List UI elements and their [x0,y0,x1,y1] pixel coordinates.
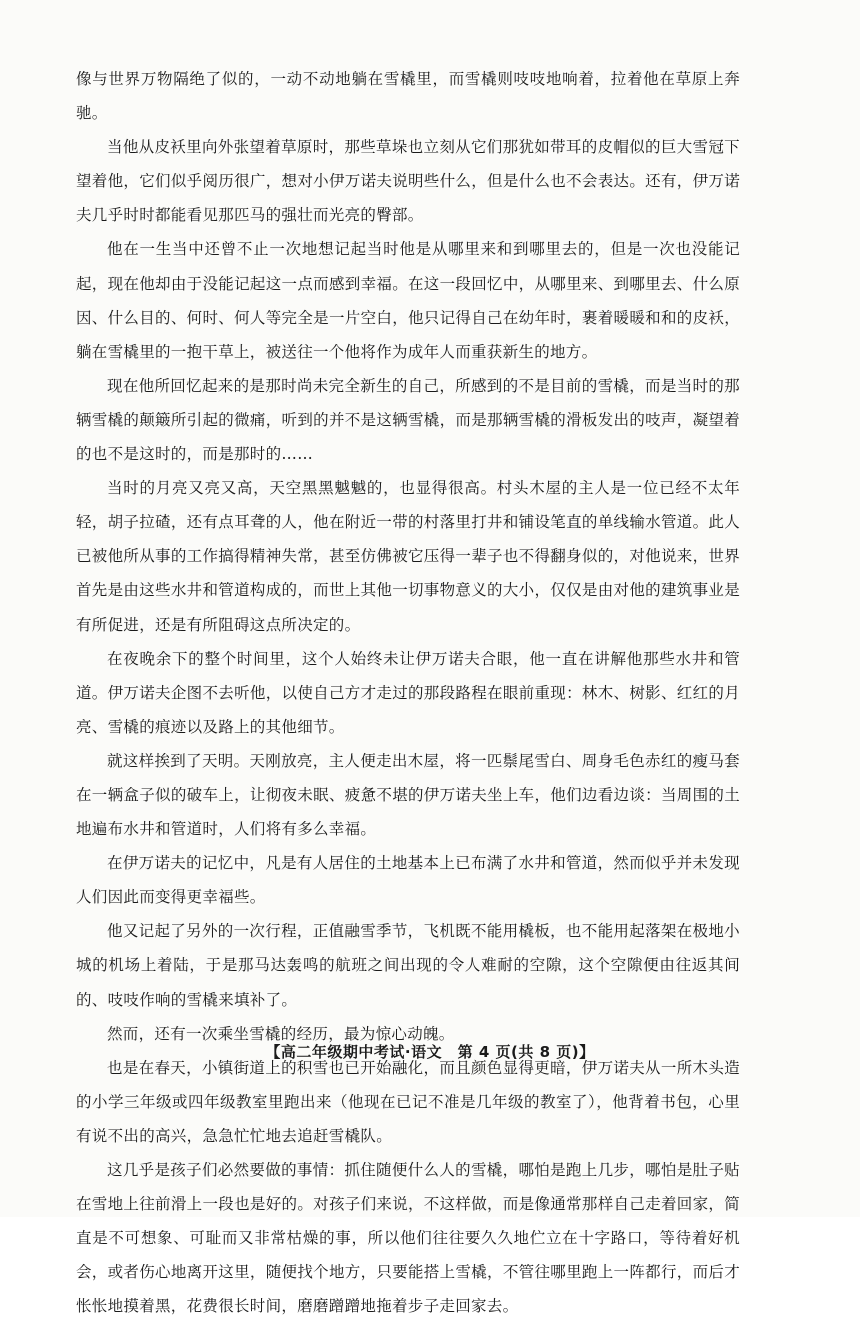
passage-paragraph: 就这样挨到了天明。天刚放亮，主人便走出木屋，将一匹鬃尾雪白、周身毛色赤红的瘦马套在一辆盒子似的破车上，让彻夜未眠、疲惫不堪的伊万诺夫坐上车，他们边看边谈：当周围的土地遍布水井和管道时，人们将有多么幸福。 [76,751,740,839]
passage-paragraph: 他在一生当中还曾不止一次地想记起当时他是从哪里来和到哪里去的，但是一次也没能记起，现在他却由于没能记起这一点而感到幸福。在这一段回忆中，从哪里来、到哪里去、什么原因、什么目的、何时、何人等完全是一片空白，他只记得自己在幼年时，裹着暖暖和和的皮袄，躺在雪橇里的一抱干草上，被送往一个他将作为成年人而重获新生的地方。 [76,240,740,361]
passage-paragraph: 在夜晚余下的整个时间里，这个人始终未让伊万诺夫合眼，他一直在讲解他那些水井和管道。伊万诺夫企图不去听他，以使自己方才走过的那段路程在眼前重现：林木、树影、红红的月亮、雪橇的痕迹以及路上的其他细节。 [76,649,740,736]
passage-paragraph: 然而，还有一次乘坐雪橇的经历，最为惊心动魄。 [107,1024,455,1043]
page-footer: 【高二年级期中考试·语文 第 4 页(共 8 页)】 [265,1043,595,1061]
passage-paragraph: 像与世界万物隔绝了似的，一动不动地躺在雪橇里，而雪橇则吱吱地响着，拉着他在草原上奔驰。 [76,70,740,123]
passage-paragraph: 现在他所回忆起来的是那时尚未完全新生的自己，所感到的不是目前的雪橇，而是当时的那辆雪橇的颠簸所引起的微痛，听到的并不是这辆雪橇，而是那辆雪橇的滑板发出的吱声，凝望着的也不是这时的，而是那时的…… [76,376,740,464]
passage-paragraph: 他又记起了另外的一次行程，正值融雪季节，飞机既不能用橇板，也不能用起落架在极地小城的机场上着陆，于是那马达轰鸣的航班之间出现的令人难耐的空隙，这个空隙便由往返其间的、吱吱作响的雪橇来填补了。 [76,922,740,1009]
passage-paragraph: 当时的月亮又亮又高，天空黑黑魆魆的，也显得很高。村头木屋的主人是一位已经不太年轻，胡子拉碴，还有点耳聋的人，他在附近一带的村落里打井和铺设笔直的单线输水管道。此人已被他所从事的工作搞得精神失常，甚至仿佛被它压得一辈子也不得翻身似的，对他说来，世界首先是由这些水井和管道构成的，而世上其他一切事物意义的大小，仅仅是由对他的建筑事业是有所促进，还是有所阻碍这点所决定的。 [76,479,740,634]
passage-paragraph: 在伊万诺夫的记忆中，凡是有人居住的土地基本上已布满了水井和管道，然而似乎并未发现人们因此而变得更幸福些。 [76,854,740,907]
passage-paragraph: 这几乎是孩子们必然要做的事情：抓住随便什么人的雪橇，哪怕是跑上几步，哪怕是肚子贴在雪地上往前滑上一段也是好的。对孩子们来说，不这样做，而是像通常那样自己走着回家，简直是不可想象、可耻而又非常枯燥的事，所以他们往往要久久地伫立在十字路口，等待着好机会，或者伤心地离开这里，随便找个地方，只要能搭上雪橇，不管往哪里跑上一阵都行，而后才怅怅地摸着黑，花费很长时间，磨磨蹭蹭地拖着步子走回家去。 [76,1161,740,1316]
reading-passage [76,62,740,1323]
passage-paragraph: 当他从皮袄里向外张望着草原时，那些草垛也立刻从它们那犹如带耳的皮帽似的巨大雪冠下望着他，它们似乎阅历很广，想对小伊万诺夫说明些什么，但是什么也不会表达。还有，伊万诺夫几乎时时都能看见那匹马的强壮而光亮的臀部。 [76,138,740,225]
passage-paragraph: 也是在春天，小镇街道上的积雪也已开始融化，而且颜色显得更暗，伊万诺夫从一所木头造的小学三年级或四年级教室里跑出来（他现在已记不准是几年级的教室了），他背着书包，心里有说不出的高兴，急急忙忙地去追赶雪橇队。 [76,1058,740,1145]
